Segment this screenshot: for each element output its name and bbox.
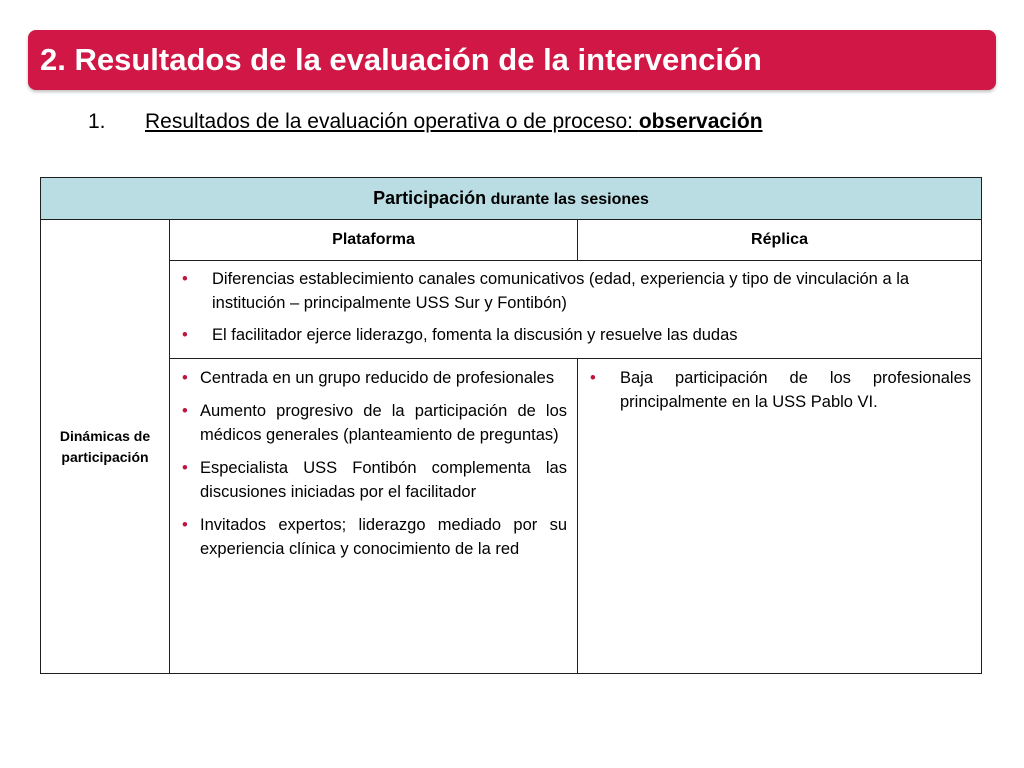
column-header-replica: Réplica (578, 220, 982, 261)
header-rest: durante las sesiones (486, 191, 649, 208)
list-item: • Invitados expertos; liderazgo mediado por su experiencia clínica y conocimiento de la red (200, 513, 567, 561)
column-header-plataforma: Plataforma (170, 220, 578, 261)
list-item: • Especialista USS Fontibón complementa las discusiones iniciadas por el facilitador (200, 456, 567, 504)
list-item: • Aumento progresivo de la participación de los médicos generales (planteamiento de preguntas) (200, 399, 567, 447)
list-item: • Centrada en un grupo reducido de profesionales (200, 366, 567, 390)
section-subtitle (88, 110, 763, 134)
participation-table (40, 177, 982, 674)
slide-title: 2. Resultados de la evaluación de la intervención (40, 42, 762, 77)
replica-cell (578, 359, 982, 674)
plataforma-bullet-list (170, 359, 577, 576)
shared-cell (170, 261, 982, 359)
list-item: • Baja participación de los profesionales principalmente en la USS Pablo VI. (620, 366, 971, 414)
header-bold: Participación (373, 188, 487, 208)
subtitle-text (145, 110, 763, 133)
subtitle-lead: Resultados de la evaluación operativa o de proceso: (145, 110, 639, 133)
list-item: • Diferencias establecimiento canales comunicativos (edad, experiencia y tipo de vinculación a la institución – principalmente USS Sur y Fontibón) (212, 267, 971, 315)
list-item: • El facilitador ejerce liderazgo, fomenta la discusión y resuelve las dudas (212, 323, 971, 347)
row-label: Dinámicas de participación (41, 220, 170, 674)
subtitle-emphasis: observación (638, 110, 763, 133)
shared-bullet-list (170, 261, 981, 358)
plataforma-cell (170, 359, 578, 674)
table-header (41, 178, 982, 220)
subtitle-number: 1. (88, 110, 106, 133)
replica-bullet-list (578, 359, 981, 429)
title-bar (28, 30, 996, 90)
